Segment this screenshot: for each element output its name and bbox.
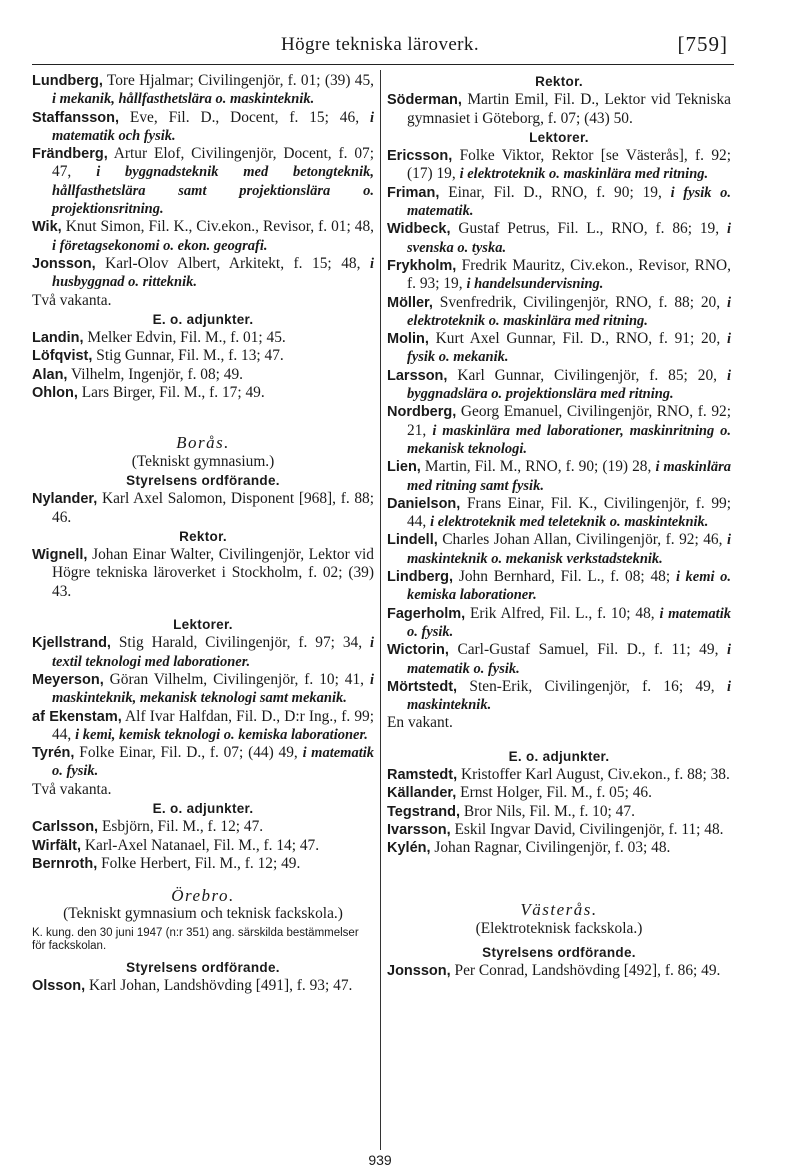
entry-subjects: i fysik o. matematik. [407, 184, 731, 220]
entry [387, 495, 731, 532]
entry [387, 220, 731, 257]
entry-name: Ivarsson, [387, 821, 451, 838]
entry-subjects: i företagsekonomi o. ekon. geografi. [52, 237, 268, 254]
entry-name: Alan, [32, 366, 68, 383]
entry-name: Wignell, [32, 547, 88, 564]
entry-name: Staffansson, [32, 109, 120, 126]
entry-name: Wik, [32, 219, 62, 236]
entry-name: Fagerholm, [387, 605, 466, 622]
entry-details: Bror Nils, Fil. M., f. 10; 47. [463, 802, 635, 820]
entry-subjects: i fysik o. mekanik. [407, 331, 731, 366]
entry-details: Stig Gunnar, Fil. M., f. 13; 47. [96, 347, 284, 365]
section-heading: E. o. adjunkter. [152, 311, 254, 327]
adjunct-list [32, 329, 374, 402]
entry [32, 490, 374, 527]
entry [32, 708, 374, 745]
entry-details: Folke Herbert, Fil. M., f. 12; 49. [101, 854, 301, 872]
city-subtitle: (Elektroteknisk fackskola.) [475, 919, 643, 937]
entry-details: Kristoffer Karl August, Civ.ekon., f. 88; 38. [460, 765, 730, 783]
entry-name: Tegstrand, [387, 803, 461, 820]
entry [387, 678, 731, 715]
right-column [387, 72, 731, 981]
entry-details: Svenfredrik, Civilingenjör, RNO, f. 88; 20, [439, 293, 721, 311]
entry-subjects: i matematik o. fysik. [407, 605, 731, 640]
entry-name: Tyrén, [32, 745, 75, 762]
entry [32, 977, 374, 995]
entry-details: Frans Einar, Fil. K., Civilingenjör, f. 99; 44, [407, 494, 731, 531]
entry-name: Larsson, [387, 367, 448, 384]
city-heading: Borås. [176, 433, 230, 453]
entry-name: Molin, [387, 331, 429, 348]
entry-subjects: i elektroteknik med teleteknik o. maskinteknik. [430, 514, 709, 531]
entry-name: Widbeck, [387, 221, 451, 238]
entry-name: Frändberg, [32, 146, 108, 163]
entry [387, 605, 731, 642]
adjunct-list [32, 818, 374, 873]
entry-subjects: i elektroteknik o. maskinlära med ritning. [459, 166, 709, 183]
entry-name: Meyerson, [32, 671, 104, 688]
entry-name: Nylander, [32, 491, 98, 508]
header-rule [32, 64, 734, 65]
entry-subjects: i textil teknologi med laborationer. [52, 635, 374, 670]
entry-details: Göran Vilhelm, Civilingenjör, f. 10; 41, [109, 670, 365, 688]
city-subtitle: (Tekniskt gymnasium.) [131, 452, 275, 470]
entry [387, 821, 731, 839]
entry-details: Johan Einar Walter, Civilingenjör, Lektor vid Högre tekniska läroverket i Stockholm, f. 02; (39) 43. [52, 546, 374, 600]
entry-name: Lundberg, [32, 73, 103, 89]
entry-name: Lien, [387, 459, 421, 476]
entry-name: Löfqvist, [32, 348, 93, 365]
entry-name: Ramstedt, [387, 766, 458, 783]
entry [387, 531, 731, 568]
entry [32, 145, 374, 218]
vacant-note: En vakant. [387, 714, 453, 732]
entry-name: Jonsson, [387, 963, 451, 980]
entry-details: Tore Hjalmar; Civilingenjör, f. 01; (39) 45, [106, 72, 375, 89]
adjunct-list [387, 766, 731, 857]
spacer [387, 733, 731, 747]
entry-subjects: i kemi o. kemiska laborationer. [407, 569, 731, 604]
entry-subjects: i kemi, kemisk teknologi o. kemiska laborationer. [75, 726, 368, 743]
entry [32, 329, 374, 347]
section-heading: Rektor. [535, 74, 583, 89]
lector-list [32, 72, 374, 292]
entry [32, 818, 374, 836]
entry [387, 91, 731, 128]
city-heading: Örebro. [171, 886, 235, 906]
entry-details: Martin, Fil. M., RNO, f. 90; (19) 28, [424, 458, 652, 476]
entry-name: Möller, [387, 294, 433, 311]
entry-details: Gustaf Petrus, Fil. L., RNO, f. 86; 19, [458, 220, 720, 238]
entry-subjects: i svenska o. tyska. [407, 221, 731, 256]
entry [32, 837, 374, 855]
entry-name: Danielson, [387, 495, 461, 512]
entry-name: Mörtstedt, [387, 678, 458, 695]
footnote: K. kung. den 30 juni 1947 (n:r 351) ang. särskilda bestämmelser för fackskolan. [32, 926, 359, 952]
entry [387, 568, 731, 605]
page-header [0, 34, 800, 64]
entry-details: Folke Viktor, Rektor [se Västerås], f. 92; (17) 19, [407, 147, 731, 183]
entry-details: Carl-Gustaf Samuel, Fil. D., f. 11; 49, [457, 641, 719, 659]
entry-name: Carlsson, [32, 819, 99, 836]
section-heading: Lektorer. [529, 129, 589, 145]
entry [387, 147, 731, 184]
entry-details: Eskil Ingvar David, Civilingenjör, f. 11; 48. [454, 820, 724, 838]
entry-details: Esbjörn, Fil. M., f. 12; 47. [101, 818, 264, 836]
entry-details: Einar, Fil. D., RNO, f. 90; 19, [448, 183, 662, 201]
entry-details: Johan Ragnar, Civilingenjör, f. 03; 48. [434, 839, 671, 857]
entry-name: Lindell, [387, 532, 438, 549]
entry [387, 330, 731, 367]
entry-subjects: i matematik och fysik. [52, 109, 374, 144]
entry [387, 403, 731, 458]
entry-details: Eve, Fil. D., Docent, f. 15; 46, [129, 108, 360, 126]
city-heading: Västerås. [520, 900, 598, 920]
section-heading: Styrelsens ordförande. [126, 472, 280, 488]
spacer [32, 601, 374, 615]
section-heading: Styrelsens ordförande. [482, 945, 636, 961]
entry [32, 347, 374, 365]
entry-details: Erik Alfred, Fil. L., f. 10; 48, [470, 604, 655, 622]
page-number: 939 [368, 1152, 392, 1168]
entry-subjects: i matematik o. fysik. [407, 642, 731, 677]
entry-name: Landin, [32, 330, 84, 347]
entry-details: Martin Emil, Fil. D., Lektor vid Tekniska gymnasiet i Göteborg, f. 07; (43) 50. [407, 91, 731, 127]
entry-details: Karl Gunnar, Civilingenjör, f. 85; 20, [457, 366, 718, 384]
vacant-note: Två vakanta. [32, 291, 112, 309]
entry-name: Ohlon, [32, 385, 78, 402]
entry-details: Sten-Erik, Civilingenjör, f. 16; 49, [469, 677, 715, 695]
entry [387, 784, 731, 802]
entry-details: Karl Axel Salomon, Disponent [968], f. 88; 46. [52, 490, 374, 526]
entry [32, 72, 374, 109]
entry-name: Källander, [387, 785, 457, 802]
entry-details: Alf Ivar Halfdan, Fil. D., D:r Ing., f. 99; 44, [52, 707, 374, 743]
entry [32, 218, 374, 255]
entry-subjects: i handelsundervisning. [466, 276, 604, 293]
entry [32, 744, 374, 781]
entry-name: Jonsson, [32, 255, 96, 272]
entry-name: Wictorin, [387, 642, 449, 659]
entry [32, 634, 374, 671]
entry-details: Charles Johan Allan, Civilingenjör, f. 92; 46, [442, 531, 723, 549]
entry-details: Georg Emanuel, Civilingenjör, RNO, f. 92; 21, [407, 403, 731, 439]
entry-details: Folke Einar, Fil. D., f. 07; (44) 49, [79, 744, 298, 762]
lector-list [32, 634, 374, 780]
section-heading: E. o. adjunkter. [508, 748, 610, 764]
entry [387, 257, 731, 294]
entry-name: af Ekenstam, [32, 708, 122, 725]
entry-name: Ericsson, [387, 148, 453, 165]
entry-details: Karl-Olov Albert, Arkitekt, f. 15; 48, [105, 254, 361, 272]
entry [387, 766, 731, 784]
entry-details: Per Conrad, Landshövding [492], f. 86; 49. [454, 962, 721, 980]
city-subtitle: (Tekniskt gymnasium och teknisk fackskola.) [63, 905, 343, 923]
vacant-note: Två vakanta. [32, 780, 112, 798]
entry-details: Fredrik Mauritz, Civ.ekon., Revisor, RNO, f. 93; 19, [407, 256, 731, 293]
section-heading: Rektor. [179, 528, 227, 544]
entry-details: Vilhelm, Ingenjör, f. 08; 49. [71, 365, 244, 383]
entry [387, 803, 731, 821]
entry [387, 641, 731, 678]
entry [387, 367, 731, 404]
entry-name: Wirfält, [32, 837, 82, 854]
entry [32, 546, 374, 601]
entry [387, 184, 731, 221]
entry-name: Nordberg, [387, 404, 457, 421]
section-heading: E. o. adjunkter. [152, 800, 254, 816]
entry-details: Knut Simon, Fil. K., Civ.ekon., Revisor, f. 01; 48, [65, 218, 374, 236]
entry-subjects: i husbyggnad o. ritteknik. [52, 255, 374, 291]
entry-details: Stig Harald, Civilingenjör, f. 97; 34, [118, 634, 363, 652]
entry-subjects: i maskinteknik o. mekanisk verkstadsteknik. [407, 532, 731, 567]
entry-details: Artur Elof, Civilingenjör, Docent, f. 07; 47, [52, 145, 374, 181]
column-divider [380, 70, 381, 1150]
entry-subjects: i byggnadsteknik med betongteknik, hållfasthetslära samt projektionslära o. projektionsritning. [52, 164, 374, 218]
entry-details: John Bernhard, Fil. L., f. 08; 48; [458, 568, 671, 586]
entry-name: Bernroth, [32, 855, 98, 872]
entry-name: Friman, [387, 184, 440, 201]
page-title: Högre tekniska läroverk. [281, 34, 479, 55]
entry-name: Lindberg, [387, 569, 454, 586]
entry-subjects: i maskinteknik. [407, 678, 731, 714]
entry-subjects: i maskinlära med ritning samt fysik. [407, 459, 731, 494]
entry-details: Karl Johan, Landshövding [491], f. 93; 47. [89, 977, 353, 995]
entry-subjects: i matematik o. fysik. [52, 745, 375, 780]
entry-details: Lars Birger, Fil. M., f. 17; 49. [81, 384, 265, 402]
entry-details: Kurt Axel Gunnar, Fil. D., RNO, f. 91; 20, [435, 330, 721, 348]
entry [32, 855, 374, 873]
entry [387, 294, 731, 331]
entry [387, 962, 731, 980]
entry [387, 458, 731, 495]
entry [32, 255, 374, 292]
entry [32, 366, 374, 384]
entry-name: Söderman, [387, 92, 462, 109]
entry [387, 839, 731, 857]
section-heading: Styrelsens ordförande. [126, 959, 280, 975]
entry-subjects: i maskinlära med laborationer, maskinritning o. mekanisk teknologi. [407, 422, 731, 457]
entry-subjects: i maskinteknik, mekanisk teknologi samt mekanik. [52, 671, 374, 707]
entry-subjects: i mekanik, hållfasthetslära o. maskinteknik. [52, 91, 315, 108]
section-heading: Lektorer. [173, 617, 233, 633]
entry-name: Olsson, [32, 978, 86, 995]
entry [32, 384, 374, 402]
entry-details: Ernst Holger, Fil. M., f. 05; 46. [460, 784, 652, 802]
page-bracket-number: [759] [677, 32, 728, 56]
entry-name: Frykholm, [387, 257, 457, 274]
entry-name: Kjellstrand, [32, 635, 111, 652]
entry-details: Karl-Axel Natanael, Fil. M., f. 14; 47. [84, 836, 320, 854]
entry-name: Kylén, [387, 840, 431, 857]
lector-list [387, 147, 731, 714]
entry-subjects: i byggnadslära o. projektionslära med ritning. [407, 367, 731, 403]
entry [32, 109, 374, 146]
entry-subjects: i elektroteknik o. maskinlära med ritning. [407, 294, 731, 329]
entry-details: Melker Edvin, Fil. M., f. 01; 45. [87, 329, 286, 347]
left-column [32, 72, 374, 995]
entry [32, 671, 374, 708]
